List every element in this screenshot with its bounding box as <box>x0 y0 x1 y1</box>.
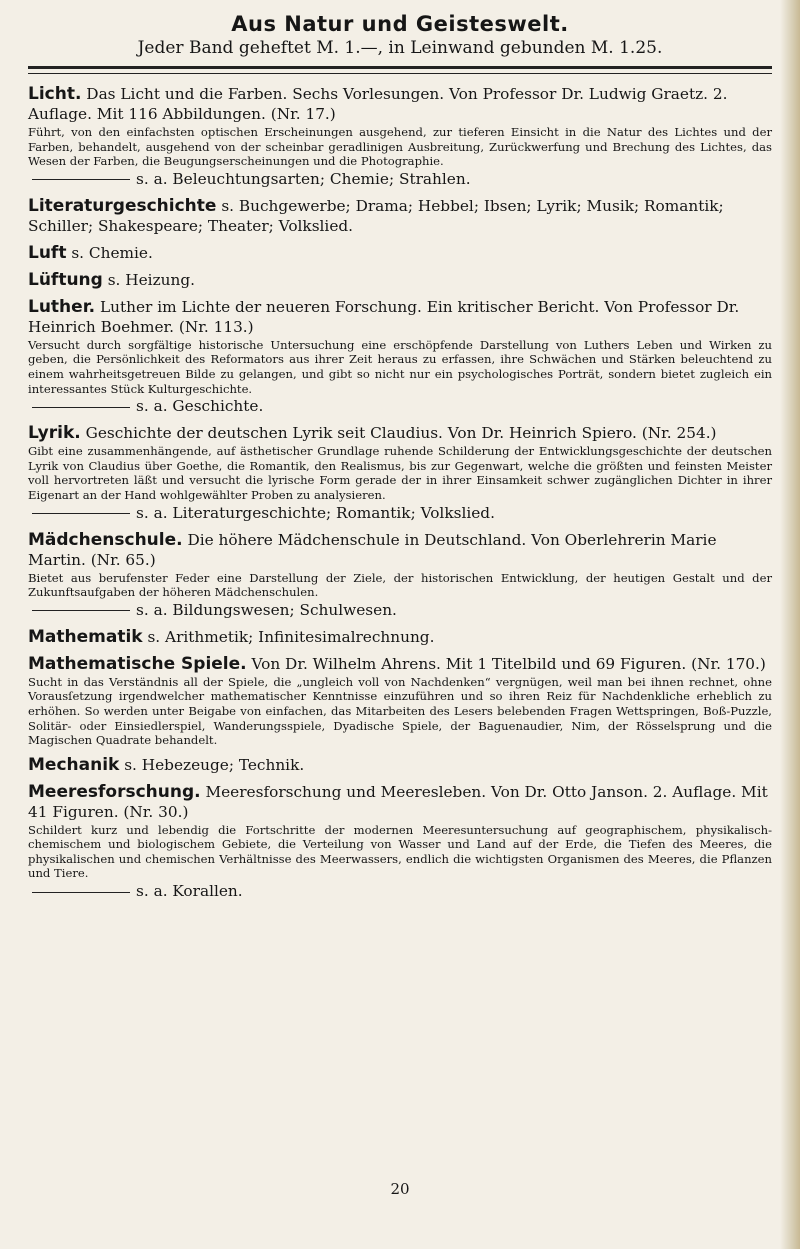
entry-heading <box>28 782 772 822</box>
catalog-entry <box>28 196 772 236</box>
cross-reference-text: s. a. Geschichte. <box>136 397 264 416</box>
entry-title: s. Buchgewerbe; Drama; Hebbel; Ibsen; Lyrik; Musik; Romantik; Schiller; Shakespeare; Theater; Volkslied. <box>28 196 724 235</box>
entry-heading <box>28 270 772 290</box>
page-edge-shadow <box>780 0 800 1249</box>
catalog-entry <box>28 270 772 290</box>
price-line: Jeder Band geheftet M. 1.—, in Leinwand gebunden M. 1.25. <box>137 38 663 58</box>
cross-reference-text: s. a. Beleuchtungsarten; Chemie; Strahlen. <box>136 169 471 188</box>
entry-description: Bietet aus berufenster Feder eine Darstellung der Ziele, der historischen Entwicklung, der heutigen Gestalt und der Zukunftsaufgaben der höheren Mädchenschulen. <box>28 570 772 600</box>
cross-reference-dash <box>32 513 130 514</box>
page-header <box>28 12 772 58</box>
cross-reference-dash <box>32 179 130 180</box>
entry-title: s. Hebezeuge; Technik. <box>119 755 305 774</box>
entry-heading <box>28 755 772 775</box>
entry-heading <box>28 196 772 236</box>
catalog-entry <box>28 423 772 522</box>
cross-reference-dash <box>32 610 130 611</box>
catalog-entry <box>28 755 772 775</box>
entry-title: Das Licht und die Farben. Sechs Vorlesungen. Von Professor Dr. Ludwig Graetz. 2. Auflage. Mit 116 Abbildungen. (Nr. 17.) <box>28 85 728 123</box>
entry-description: Schildert kurz und lebendig die Fortschritte der modernen Meeresuntersuchung auf geographischem, physikalisch-chemischem und biologischem Gebiete, die Verteilung von Wasser und Land auf der Erde, die Tiefen des Meeres, die physikalischen und chemischen Verhältnisse des Meerwassers, endlich die wichtigsten Organismen des Meeres, die Pflanzen und Tiere. <box>28 822 772 881</box>
cross-reference-text: s. a. Bildungswesen; Schulwesen. <box>136 600 397 619</box>
entry-heading <box>28 243 772 263</box>
entry-keyword: Mathematik <box>28 626 143 647</box>
entry-title: Von Dr. Wilhelm Ahrens. Mit 1 Titelbild und 69 Figuren. (Nr. 170.) <box>246 654 766 673</box>
entry-keyword: Meeresforschung. <box>28 781 201 802</box>
entry-description: Sucht in das Verständnis all der Spiele, die „ungleich voll von Nachdenken“ vergnügen, weil man bei ihnen rechnet, ohne Vorausſetzung irgendwelcher mathematischer Kenntnisse einzuführen und so ihren Reiz für Nachdenkliche erheblich zu erhöhen. So werden unter Beigabe von einfachen, das Mitarbeiten des Lesers belebenden Fragen Wettspringen, Boß-Puzzle, Solitär- oder Einsiedlerspiel, Wanderungsspiele, Dyadische Spiele, der Baguenaudier, Nim, der Rösselsprung und die Magischen Quadrate behandelt. <box>28 674 772 748</box>
catalog-entry <box>28 627 772 647</box>
catalog-entry <box>28 297 772 416</box>
entry-description: Führt, von den einfachsten optischen Erscheinungen ausgehend, zur tieferen Einsicht in die Natur des Lichtes und der Farben, behandelt, ausgehend von der scheinbar geradlinigen Ausbreitung, Zurückwerfung und Brechung des Lichtes, das Wesen der Farben, die Beugungserscheinungen und die Photographie. <box>28 125 772 169</box>
series-title: Aus Natur und Geisteswelt. <box>231 12 569 36</box>
catalog-entry <box>28 654 772 748</box>
entry-title: Geschichte der deutschen Lyrik seit Claudius. Von Dr. Heinrich Spiero. (Nr. 254.) <box>80 424 717 443</box>
entry-title: s. Heizung. <box>102 270 195 289</box>
catalog-entry <box>28 782 772 901</box>
entry-heading <box>28 627 772 647</box>
page <box>28 12 772 1198</box>
cross-reference-text: s. a. Literaturgeschichte; Romantik; Volkslied. <box>136 503 495 522</box>
entry-keyword: Luft <box>28 242 67 263</box>
entry-keyword: Licht. <box>28 84 82 104</box>
cross-reference-dash <box>32 892 130 893</box>
catalog-entry <box>28 243 772 263</box>
entry-description: Versucht durch sorgfältige historische Untersuchung eine erschöpfende Darstellung von Luthers Leben und Wirken zu geben, die Persönlichkeit des Reformators aus ihrer Zeit heraus zu erfassen, ihre Schwächen und Stärken beleuchtend zu einem wahrheitsgetreuen Bilde zu gelangen, und gibt so nicht nur ein psychologisches Porträt, sondern bietet zugleich ein interessantes Stück Kulturgeschichte. <box>28 337 772 396</box>
entry-heading <box>28 423 772 443</box>
entry-heading <box>28 654 772 674</box>
catalog-entries <box>28 84 772 901</box>
catalog-entry <box>28 84 772 189</box>
cross-reference-text: s. a. Korallen. <box>136 882 243 901</box>
entry-keyword: Mechanik <box>28 754 120 775</box>
entry-cross-reference <box>28 503 772 523</box>
entry-title: Luther im Lichte der neueren Forschung. Ein kritischer Bericht. Von Professor Dr. Heinrich Boehmer. (Nr. 113.) <box>28 297 740 336</box>
entry-cross-reference <box>28 600 772 620</box>
entry-title: s. Arithmetik; Infinitesimalrechnung. <box>142 627 435 646</box>
catalog-entry <box>28 530 772 620</box>
header-rule <box>28 66 772 74</box>
entry-cross-reference <box>28 396 772 416</box>
page-number: 20 <box>390 1180 410 1198</box>
entry-keyword: Lyrik. <box>28 423 81 444</box>
entry-description: Gibt eine zusammenhängende, auf ästhetischer Grundlage ruhende Schilderung der Entwicklungsgeschichte der deutschen Lyrik von Claudius über Goethe, die Romantik, den Realismus, bis zur Gegenwart, welche die größten und feinsten Meister voll hervortreten läßt und versucht die lyrische Form gerade der in ihrer Einsamkeit schwer zugänglichen Dichter in ihrer Eigenart an der Hand wohlgewählter Proben zu analysieren. <box>28 444 772 502</box>
entry-heading <box>28 530 772 570</box>
entry-keyword: Mathematische Spiele. <box>28 653 247 674</box>
entry-keyword: Luther. <box>28 296 96 317</box>
entry-keyword: Mädchenschule. <box>28 529 183 550</box>
entry-title: s. Chemie. <box>66 243 153 262</box>
entry-title: Die höhere Mädchenschule in Deutschland. Von Oberlehrerin Marie Martin. (Nr. 65.) <box>28 530 717 569</box>
cross-reference-dash <box>32 407 130 408</box>
entry-title: Meeresforschung und Meeresleben. Von Dr. Otto Janson. 2. Auflage. Mit 41 Figuren. (Nr. 30.) <box>28 782 768 821</box>
entry-keyword: Literaturgeschichte <box>28 195 217 216</box>
entry-cross-reference <box>28 881 772 901</box>
entry-heading <box>28 297 772 337</box>
entry-keyword: Lüftung <box>28 269 103 290</box>
entry-cross-reference <box>28 169 772 189</box>
entry-heading <box>28 84 772 124</box>
